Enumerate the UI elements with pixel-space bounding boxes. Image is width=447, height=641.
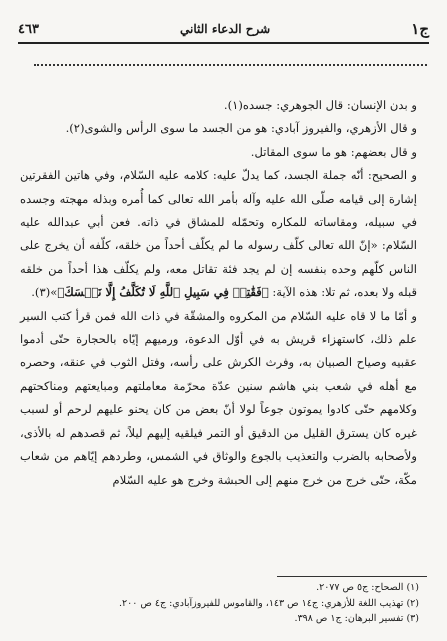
footnote: (٣) تفسير البرهان: ج١ ص ٣٩٨. — [294, 613, 419, 624]
dotted-separator — [34, 64, 427, 66]
header-rule — [18, 42, 429, 44]
quran-verse: ﴿فَقَٰتِلۡ فِي سَبِيلِ ٱللَّهِ لَا تُكَلَّفُ إِلَّا نَفۡسَكَ﴾ — [57, 285, 269, 300]
paragraph-text: و الصحيح: أنّه جملة الجسد، كما يدلّ عليه: كلامه عليه السّلام، وفي هاتين الفقرتين إشارة إلى قيامه صلّى الله عليه وآله بأمر الله تعالى كما أُمره وبذله مهجته وجسده في سبيله، ومقاساته للمكاره وتحمّله للمشاق في ذاته. فعن أبي عبدالله عليه السّلام: «إنّ الله تعالى كلّف رسوله ما لم يكلّف أحداً من خلقه، كلّفه أن يخرج على الناس كلّهم وحده بنفسه إن لم يجد فئة تقاتل معه، ولم يكلّف هذا أحداً من خلقه قبله ولا بعده، ثم تلا: هذه الآية: — [20, 168, 417, 300]
page-number: ٤٦٣ — [18, 21, 39, 37]
footnote: (٢) تهذيب اللغة للأزهري: ج١٤ ص ١٤٣، والقاموس للفيروزآبادي: ج٤ ص ٢٠٠. — [118, 597, 419, 609]
main-text — [20, 94, 427, 492]
quote-close: »(٣). — [31, 285, 58, 300]
volume-label: ج١ — [411, 20, 429, 38]
running-header — [18, 18, 429, 40]
paragraph-with-quote — [20, 164, 427, 304]
paragraph: و بدن الإنسان: قال الجوهري: جسده(١). — [223, 98, 417, 112]
paragraph: و أمّا ما لا قاه عليه السّلام من المكروه والمشقّة في ذات الله فمن قرأ كتب السير علم ذلك، كاستهزاء قريش به في أوّل الدعوة، ورميهم إيّاه بالحجارة حتّى أدموا عقبيه وصياح الصبيان به، وفرث الكرش على رأسه، وفتل الثوب في عنقه، وحصره مع أهله في شعب بني هاشم سنين عدّة محرّمة معاملتهم ومبايعتهم ومناكحتهم وكلامهم حتّى كادوا يموتون جوعاً لولا أنّ بعض من كان يحنو عليهم لرحم أو لسبب غيره كان يسترق القليل من الدقيق أو التمر فيلقيه إليهم ليلاً، ثم قصدهم له بالأذى، ولأصحابه بالضرب والتعذيب بالجوع والوثاق في الشمس، وطردهم إيّاهم من شعاب مكّة، حتّى خرج من خرج منهم إلى الحبشة وخرج هو عليه السّلام — [20, 308, 417, 487]
book-title: شرح الدعاء الثاني — [180, 22, 271, 36]
footnotes — [20, 580, 419, 627]
paragraph: و قال الأزهري، والفيروز آبادي: هو من الجسد ما سوى الرأس والشوى(٢). — [65, 121, 417, 136]
footnote: (١) الصحاح: ج٥ ص ٢٠٧٧. — [316, 582, 419, 593]
paragraph: و قال بعضهم: هو ما سوى المقاتل. — [250, 144, 417, 159]
footnote-rule — [277, 576, 427, 577]
